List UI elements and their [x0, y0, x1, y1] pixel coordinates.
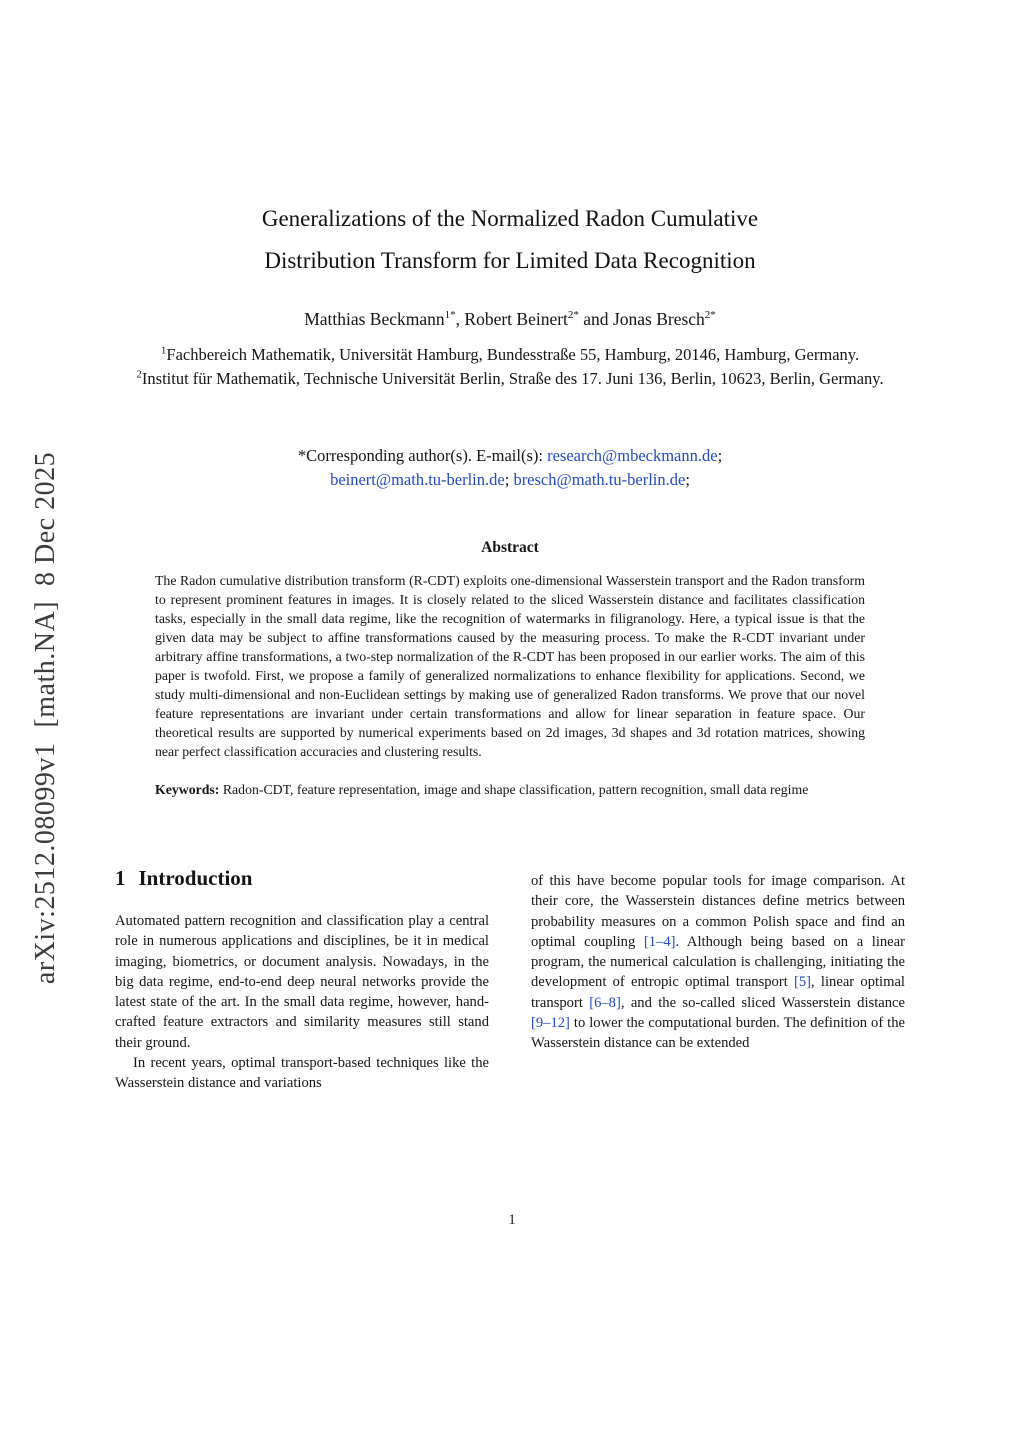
authors-line — [115, 309, 905, 330]
arxiv-watermark: arXiv:2512.08099v1 [math.NA] 8 Dec 2025 — [30, 451, 61, 985]
two-column-body — [115, 865, 905, 1094]
abstract-text: The Radon cumulative distribution transform (R-CDT) exploits one-dimensional Wasserstein transport and the Radon transform to represent prominent features in images. It is closely related to the sliced Wasserstein distance and facilitates classification tasks, especially in the small data regime, like the recognition of watermarks in filigranology. Here, a typical issue is that the given data may be subject to affine transformations caused by the measuring process. To make the R-CDT invariant under arbitrary affine transformations, a two-step normalization of the R-CDT has been proposed in our earlier works. The aim of this paper is twofold. First, we propose a family of generalized normalizations to enhance flexibility for applications. Second, we study multi-dimensional and non-Euclidean settings by making use of generalized Radon transforms. We prove that our novel feature representations are invariant under certain transformations and allow for linear separation in feature space. Our theoretical results are supported by numerical experiments based on 2d images, 3d shapes and 3d rotation matrices, showing near perfect classification accuracies and clustering results. — [155, 573, 865, 759]
affiliation-2-text: Institut für Mathematik, Technische Universität Berlin, Straße des 17. Juni 136, Berlin, 10623, Berlin, Germany. — [141, 368, 884, 388]
author-affmark: 1* — [444, 309, 456, 322]
email-link-3[interactable]: bresch@math.tu-berlin.de — [513, 470, 686, 489]
separator: ; — [717, 446, 723, 465]
author-separator: , — [455, 309, 465, 329]
body-text: to lower the computational burden. The definition of the Wasserstein distance can be extended — [531, 1015, 905, 1052]
author-name: Robert Beinert — [464, 309, 568, 329]
paper-content — [115, 0, 905, 1094]
affiliation-1-text: Fachbereich Mathematik, Universität Hamburg, Bundesstraße 55, Hamburg, 20146, Hamburg, Germany. — [166, 345, 860, 364]
abstract-section — [115, 539, 905, 761]
citation-link[interactable]: [9–12] — [531, 1015, 570, 1032]
corresponding-author-block — [115, 444, 905, 492]
intro-paragraph-1: Automated pattern recognition and classification play a central role in numerous applications and disciplines, be it in medical imaging, biometrics, or document analysis. Nowadays, in the big data regime, end-to-end deep neural networks provide the latest state of the art. In the small data regime, however, hand-crafted feature extractors and similarity measures still stand their ground. — [115, 913, 489, 1051]
keywords-text: Radon-CDT, feature representation, image and shape classification, pattern recognition, small data regime — [219, 782, 809, 797]
author-affmark: 2* — [704, 309, 716, 322]
title-line-1: Generalizations of the Normalized Radon Cumulative — [261, 206, 759, 231]
author-name: Jonas Bresch — [612, 309, 705, 329]
author-affmark: 2* — [567, 309, 579, 322]
body-text: of this have become popular tools for image comparison. At their core, the Wasserstein distances define metrics between probability measures on a common Polish space and find an optimal coupling — [531, 873, 905, 950]
citation-link[interactable]: [6–8] — [589, 994, 621, 1011]
affiliations-block — [115, 343, 905, 390]
affiliation-1-number: 1 — [160, 344, 167, 357]
affiliation-2 — [115, 367, 905, 391]
separator: ; — [504, 470, 514, 489]
intro-paragraph-3 — [531, 871, 905, 1054]
email-link-1[interactable]: research@mbeckmann.de — [547, 446, 718, 465]
section-1-heading — [115, 865, 489, 891]
keywords-line — [155, 780, 865, 799]
intro-paragraph-2: In recent years, optimal transport-based techniques like the Wasserstein distance and variations — [115, 1055, 489, 1092]
body-text: , linear optimal transport — [531, 974, 905, 1011]
affiliation-1 — [115, 343, 905, 367]
email-link-2[interactable]: beinert@math.tu-berlin.de — [330, 470, 505, 489]
section-1-title: Introduction — [138, 866, 253, 890]
body-text: . Although being based on a linear program, the numerical calculation is challenging, initiating the development of entropic optimal transport — [531, 933, 905, 991]
abstract-heading: Abstract — [481, 539, 539, 556]
keywords-label: Keywords: — [155, 782, 220, 797]
right-column — [531, 865, 905, 1094]
affiliation-2-number: 2 — [136, 368, 142, 380]
citation-link[interactable]: [5] — [794, 974, 812, 991]
separator: ; — [685, 470, 690, 489]
author-name: Matthias Beckmann — [304, 309, 445, 329]
author-separator: and — [578, 309, 613, 329]
citation-link[interactable]: [1–4] — [643, 933, 676, 950]
title-line-2: Distribution Transform for Limited Data Recognition — [264, 248, 756, 273]
left-column — [115, 865, 489, 1094]
body-text: , and the so-called sliced Wasserstein distance — [620, 994, 906, 1011]
corresponding-prefix: *Corresponding author(s). E-mail(s): — [297, 446, 548, 465]
section-1-number: 1 — [115, 866, 126, 890]
page-number: 1 — [508, 1212, 516, 1228]
paper-title — [115, 198, 905, 282]
